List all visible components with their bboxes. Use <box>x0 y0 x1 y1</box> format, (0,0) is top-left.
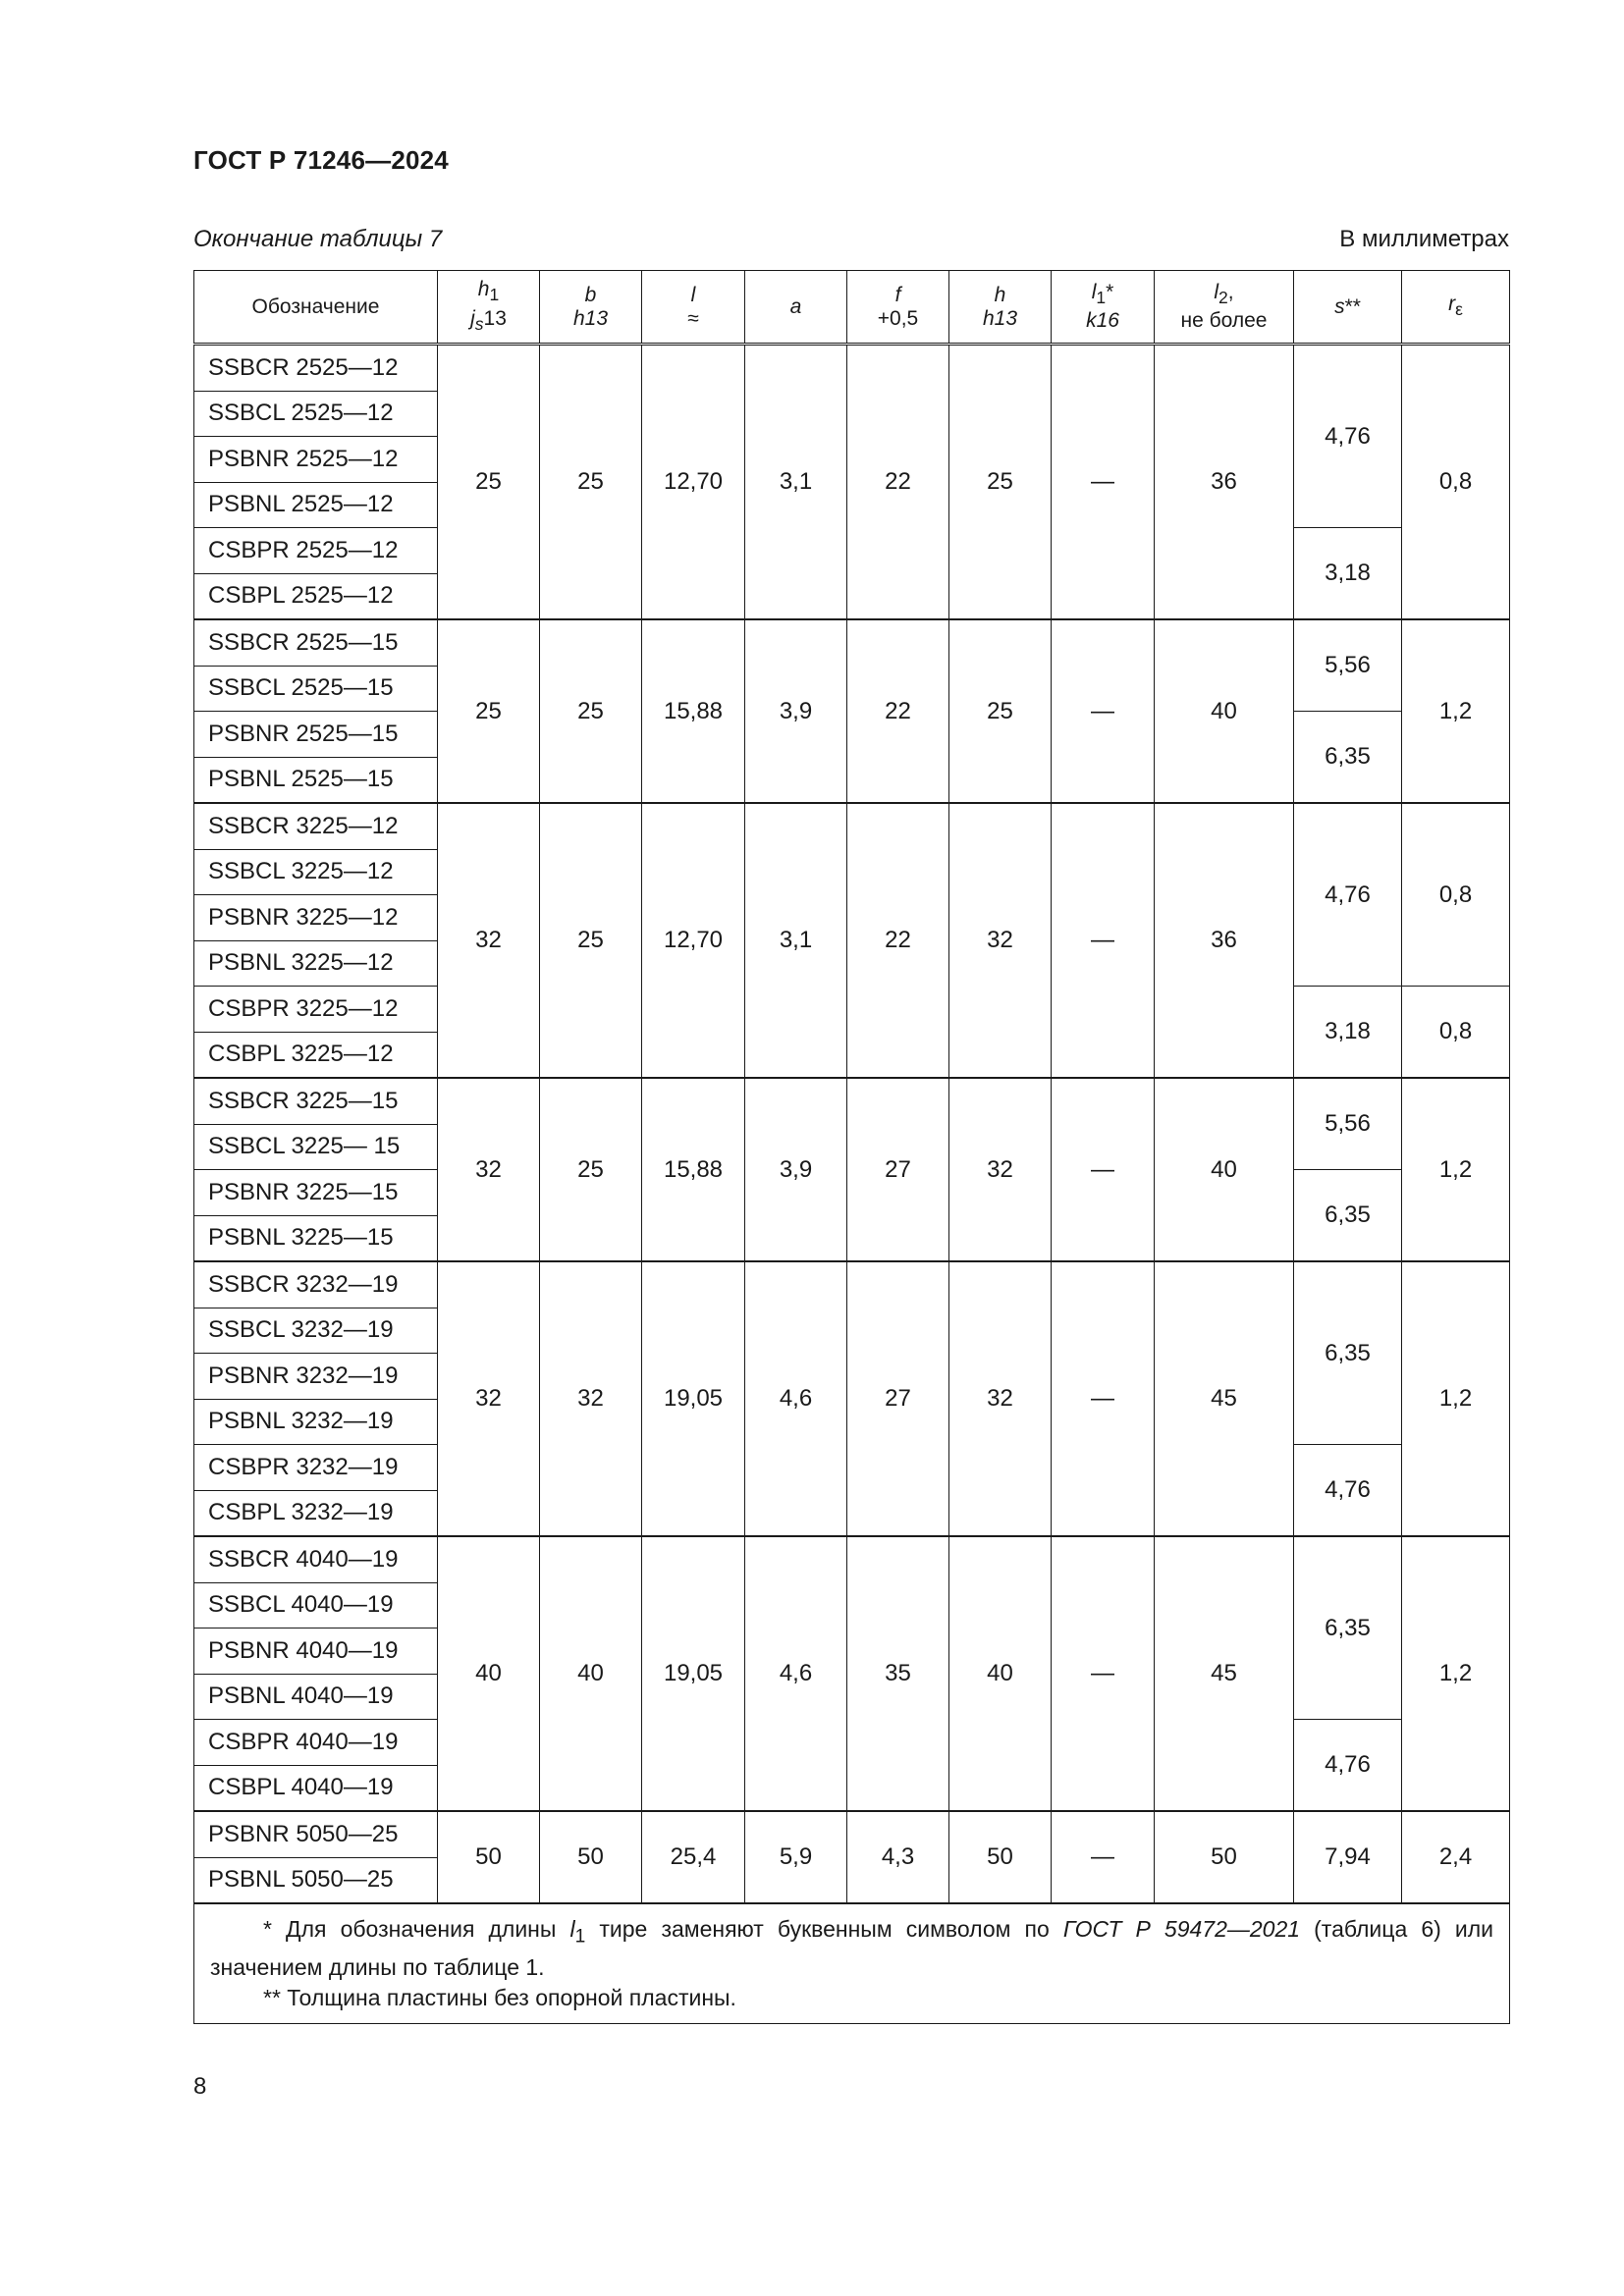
b-cell: 25 <box>540 619 642 803</box>
s-cell: 4,76 <box>1294 345 1402 528</box>
s-cell: 6,35 <box>1294 1170 1402 1262</box>
h1-cell: 25 <box>438 345 540 620</box>
designation-cell: PSBNR 3225—12 <box>194 895 438 941</box>
l2-cell: 36 <box>1155 803 1294 1078</box>
b-cell: 25 <box>540 1078 642 1261</box>
designation-cell: PSBNR 3225—15 <box>194 1170 438 1216</box>
footnote-row <box>194 1903 1510 2023</box>
header-l: l ≈ <box>642 271 745 345</box>
designation-cell: CSBPR 3232—19 <box>194 1445 438 1491</box>
table-footnotes <box>194 1903 1510 2023</box>
table-header-row <box>194 271 1510 345</box>
h1-cell: 32 <box>438 803 540 1078</box>
designation-cell: CSBPR 3225—12 <box>194 987 438 1033</box>
designation-cell: SSBCR 4040—19 <box>194 1536 438 1582</box>
designation-cell: PSBNL 5050—25 <box>194 1857 438 1903</box>
designation-cell: PSBNL 3225—12 <box>194 940 438 987</box>
l2-cell: 50 <box>1155 1811 1294 1903</box>
s-cell: 4,76 <box>1294 1445 1402 1537</box>
b-cell: 25 <box>540 345 642 620</box>
a-cell: 3,9 <box>745 619 847 803</box>
b-cell: 25 <box>540 803 642 1078</box>
f-cell: 35 <box>847 1536 949 1811</box>
h-cell: 50 <box>949 1811 1052 1903</box>
b-cell: 32 <box>540 1261 642 1536</box>
f-cell: 27 <box>847 1078 949 1261</box>
designation-cell: PSBNL 3232—19 <box>194 1399 438 1445</box>
r-cell: 1,2 <box>1402 1261 1510 1536</box>
a-cell: 3,1 <box>745 803 847 1078</box>
document-header: ГОСТ Р 71246—2024 <box>193 145 449 175</box>
h-cell: 32 <box>949 1261 1052 1536</box>
h-cell: 32 <box>949 1078 1052 1261</box>
designation-cell: SSBCR 2525—15 <box>194 619 438 666</box>
l1-cell: — <box>1052 1261 1155 1536</box>
l2-cell: 40 <box>1155 619 1294 803</box>
l1-cell: — <box>1052 345 1155 620</box>
designation-cell: SSBCR 3225—12 <box>194 803 438 849</box>
designation-cell: SSBCL 2525—12 <box>194 391 438 437</box>
designation-cell: CSBPR 4040—19 <box>194 1720 438 1766</box>
footnote-2: ** Толщина пластины без опорной пластины. <box>263 1984 736 2010</box>
s-cell: 7,94 <box>1294 1811 1402 1903</box>
l-cell: 25,4 <box>642 1811 745 1903</box>
r-cell: 1,2 <box>1402 1536 1510 1811</box>
designation-cell: SSBCR 3225—15 <box>194 1078 438 1124</box>
footnote-1: * Для обозначения длины $l_1$ тире заменяют буквенным символом по ГОСТ Р 59472—2021 (таблица 6) или значением длины по таблице 1. <box>210 1916 1493 1980</box>
designation-cell: SSBCL 2525—15 <box>194 666 438 712</box>
f-cell: 27 <box>847 1261 949 1536</box>
s-cell: 4,76 <box>1294 803 1402 987</box>
header-r: $r_\varepsilon$ <box>1402 271 1510 345</box>
designation-cell: SSBCR 2525—12 <box>194 345 438 392</box>
s-cell: 6,35 <box>1294 1261 1402 1445</box>
table-row <box>194 1078 1510 1124</box>
designation-cell: PSBNL 2525—12 <box>194 482 438 528</box>
designation-cell: SSBCL 3225—12 <box>194 849 438 895</box>
a-cell: 5,9 <box>745 1811 847 1903</box>
s-cell: 3,18 <box>1294 528 1402 620</box>
header-h: h h13 <box>949 271 1052 345</box>
a-cell: 3,9 <box>745 1078 847 1261</box>
h-cell: 32 <box>949 803 1052 1078</box>
b-cell: 40 <box>540 1536 642 1811</box>
designation-cell: PSBNR 4040—19 <box>194 1629 438 1675</box>
table-row <box>194 1536 1510 1582</box>
designation-cell: SSBCL 4040—19 <box>194 1582 438 1629</box>
designation-cell: PSBNL 3225—15 <box>194 1215 438 1261</box>
l1-cell: — <box>1052 619 1155 803</box>
l2-cell: 36 <box>1155 345 1294 620</box>
h1-cell: 50 <box>438 1811 540 1903</box>
l-cell: 15,88 <box>642 1078 745 1261</box>
designation-cell: CSBPL 2525—12 <box>194 573 438 619</box>
r-cell: 0,8 <box>1402 987 1510 1079</box>
h-cell: 25 <box>949 345 1052 620</box>
a-cell: 4,6 <box>745 1261 847 1536</box>
h1-cell: 25 <box>438 619 540 803</box>
designation-cell: CSBPL 4040—19 <box>194 1765 438 1811</box>
designation-cell: CSBPR 2525—12 <box>194 528 438 574</box>
dimensions-table <box>193 270 1510 2024</box>
s-cell: 3,18 <box>1294 987 1402 1079</box>
l-cell: 15,88 <box>642 619 745 803</box>
r-cell: 1,2 <box>1402 619 1510 803</box>
table-row <box>194 1261 1510 1308</box>
b-cell: 50 <box>540 1811 642 1903</box>
r-cell: 0,8 <box>1402 803 1510 987</box>
r-cell: 1,2 <box>1402 1078 1510 1261</box>
header-h1: $h_1$ $j_s13$ <box>438 271 540 345</box>
l1-cell: — <box>1052 803 1155 1078</box>
header-l1: $l_1*$ k16 <box>1052 271 1155 345</box>
designation-cell: PSBNR 5050—25 <box>194 1811 438 1857</box>
header-a: a <box>745 271 847 345</box>
designation-cell: PSBNR 3232—19 <box>194 1354 438 1400</box>
a-cell: 3,1 <box>745 345 847 620</box>
f-cell: 4,3 <box>847 1811 949 1903</box>
header-l2: $l_2$, не более <box>1155 271 1294 345</box>
l1-cell: — <box>1052 1811 1155 1903</box>
h-cell: 40 <box>949 1536 1052 1811</box>
s-cell: 6,35 <box>1294 712 1402 804</box>
table-row <box>194 1811 1510 1857</box>
h1-cell: 32 <box>438 1261 540 1536</box>
designation-cell: PSBNL 2525—15 <box>194 757 438 803</box>
a-cell: 4,6 <box>745 1536 847 1811</box>
units-caption: В миллиметрах <box>1339 226 1509 252</box>
h1-cell: 32 <box>438 1078 540 1261</box>
l1-cell: — <box>1052 1078 1155 1261</box>
l1-cell: — <box>1052 1536 1155 1811</box>
header-s: s** <box>1294 271 1402 345</box>
designation-cell: CSBPL 3225—12 <box>194 1032 438 1078</box>
table-continuation-caption: Окончание таблицы 7 <box>193 226 443 252</box>
l-cell: 12,70 <box>642 345 745 620</box>
s-cell: 4,76 <box>1294 1720 1402 1812</box>
s-cell: 6,35 <box>1294 1536 1402 1720</box>
designation-cell: PSBNR 2525—15 <box>194 712 438 758</box>
l2-cell: 45 <box>1155 1536 1294 1811</box>
header-designation: Обозначение <box>194 271 438 345</box>
table-row <box>194 803 1510 849</box>
l2-cell: 40 <box>1155 1078 1294 1261</box>
designation-cell: SSBCL 3225— 15 <box>194 1124 438 1170</box>
s-cell: 5,56 <box>1294 619 1402 712</box>
r-cell: 0,8 <box>1402 345 1510 620</box>
s-cell: 5,56 <box>1294 1078 1402 1170</box>
header-f: f +0,5 <box>847 271 949 345</box>
designation-cell: CSBPL 3232—19 <box>194 1490 438 1536</box>
l-cell: 19,05 <box>642 1261 745 1536</box>
h1-cell: 40 <box>438 1536 540 1811</box>
designation-cell: PSBNR 2525—12 <box>194 437 438 483</box>
l-cell: 19,05 <box>642 1536 745 1811</box>
f-cell: 22 <box>847 345 949 620</box>
h-cell: 25 <box>949 619 1052 803</box>
l2-cell: 45 <box>1155 1261 1294 1536</box>
designation-cell: PSBNL 4040—19 <box>194 1674 438 1720</box>
designation-cell: SSBCL 3232—19 <box>194 1308 438 1354</box>
page-number: 8 <box>193 2073 207 2100</box>
header-b: b h13 <box>540 271 642 345</box>
r-cell: 2,4 <box>1402 1811 1510 1903</box>
designation-cell: SSBCR 3232—19 <box>194 1261 438 1308</box>
table-row <box>194 345 1510 392</box>
table-row <box>194 619 1510 666</box>
f-cell: 22 <box>847 803 949 1078</box>
l-cell: 12,70 <box>642 803 745 1078</box>
f-cell: 22 <box>847 619 949 803</box>
